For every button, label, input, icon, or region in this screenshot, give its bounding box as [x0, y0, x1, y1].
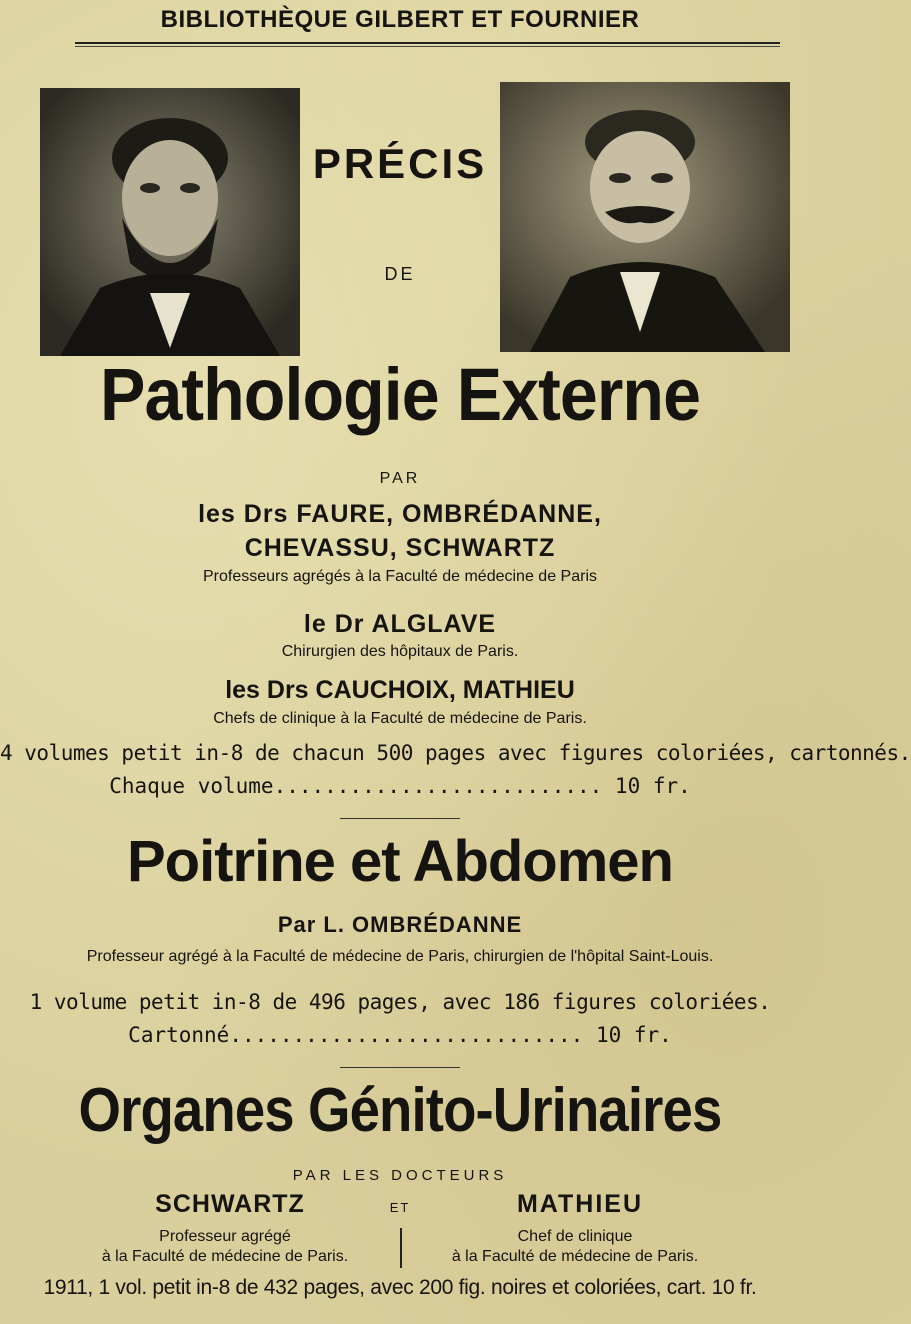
- divider-1: [340, 818, 460, 819]
- book1-title: Pathologie Externe: [99, 353, 701, 436]
- book3-left-role1: Professeur agrégé: [159, 1228, 291, 1245]
- book3-par: PAR LES DOCTEURS: [292, 1167, 508, 1184]
- book2-price: Cartonné............................ 10 fr.: [128, 1023, 672, 1047]
- portrait-left: [40, 88, 300, 356]
- book3-author-right: MATHIEU: [516, 1190, 644, 1218]
- book2-role: Professeur agrégé à la Faculté de médecine de Paris, chirurgien de l'hôpital Saint-Louis.: [86, 948, 714, 965]
- book3-left-role2: à la Faculté de médecine de Paris.: [101, 1248, 349, 1265]
- book1-authors-line2: CHEVASSU, SCHWARTZ: [244, 534, 556, 562]
- book2-title: Poitrine et Abdomen: [127, 829, 673, 894]
- book3-title: Organes Génito-Urinaires: [78, 1076, 722, 1145]
- book2-author: Par L. OMBRÉDANNE: [277, 912, 523, 937]
- header-rule-thin: [75, 46, 780, 47]
- book1-role1: Professeurs agrégés à la Faculté de médecine de Paris: [203, 568, 597, 585]
- book1-author3: les Drs CAUCHOIX, MATHIEU: [225, 676, 575, 704]
- book3-et: ET: [389, 1200, 411, 1215]
- divider-2: [340, 1067, 460, 1068]
- book1-par: PAR: [379, 470, 421, 487]
- header-rule: [75, 42, 780, 44]
- precis-de: DE: [384, 264, 416, 284]
- publisher-header: BIBLIOTHÈQUE GILBERT ET FOURNIER: [160, 6, 640, 33]
- book3-author-left: SCHWARTZ: [155, 1190, 305, 1218]
- book3-details: 1911, 1 vol. petit in-8 de 432 pages, avec 200 fig. noires et coloriées, cart. 10 fr.: [43, 1276, 757, 1299]
- book1-price: Chaque volume.......................... 10 fr.: [109, 774, 691, 798]
- book2-volumes: 1 volume petit in-8 de 496 pages, avec 186 figures coloriées.: [29, 990, 771, 1014]
- portrait-right: [500, 82, 790, 352]
- book1-authors-line1: les Drs FAURE, OMBRÉDANNE,: [198, 500, 602, 528]
- precis-heading: PRÉCIS: [312, 140, 488, 187]
- author-separator: [400, 1228, 402, 1268]
- book1-role2: Chirurgien des hôpitaux de Paris.: [281, 643, 519, 660]
- book3-right-role1: Chef de clinique: [517, 1228, 633, 1245]
- book1-volumes: 4 volumes petit in-8 de chacun 500 pages avec figures coloriées, cartonnés.: [0, 741, 911, 765]
- book3-right-role2: à la Faculté de médecine de Paris.: [451, 1248, 699, 1265]
- book1-role3: Chefs de clinique à la Faculté de médecine de Paris.: [213, 710, 587, 727]
- book1-author2: le Dr ALGLAVE: [303, 610, 497, 638]
